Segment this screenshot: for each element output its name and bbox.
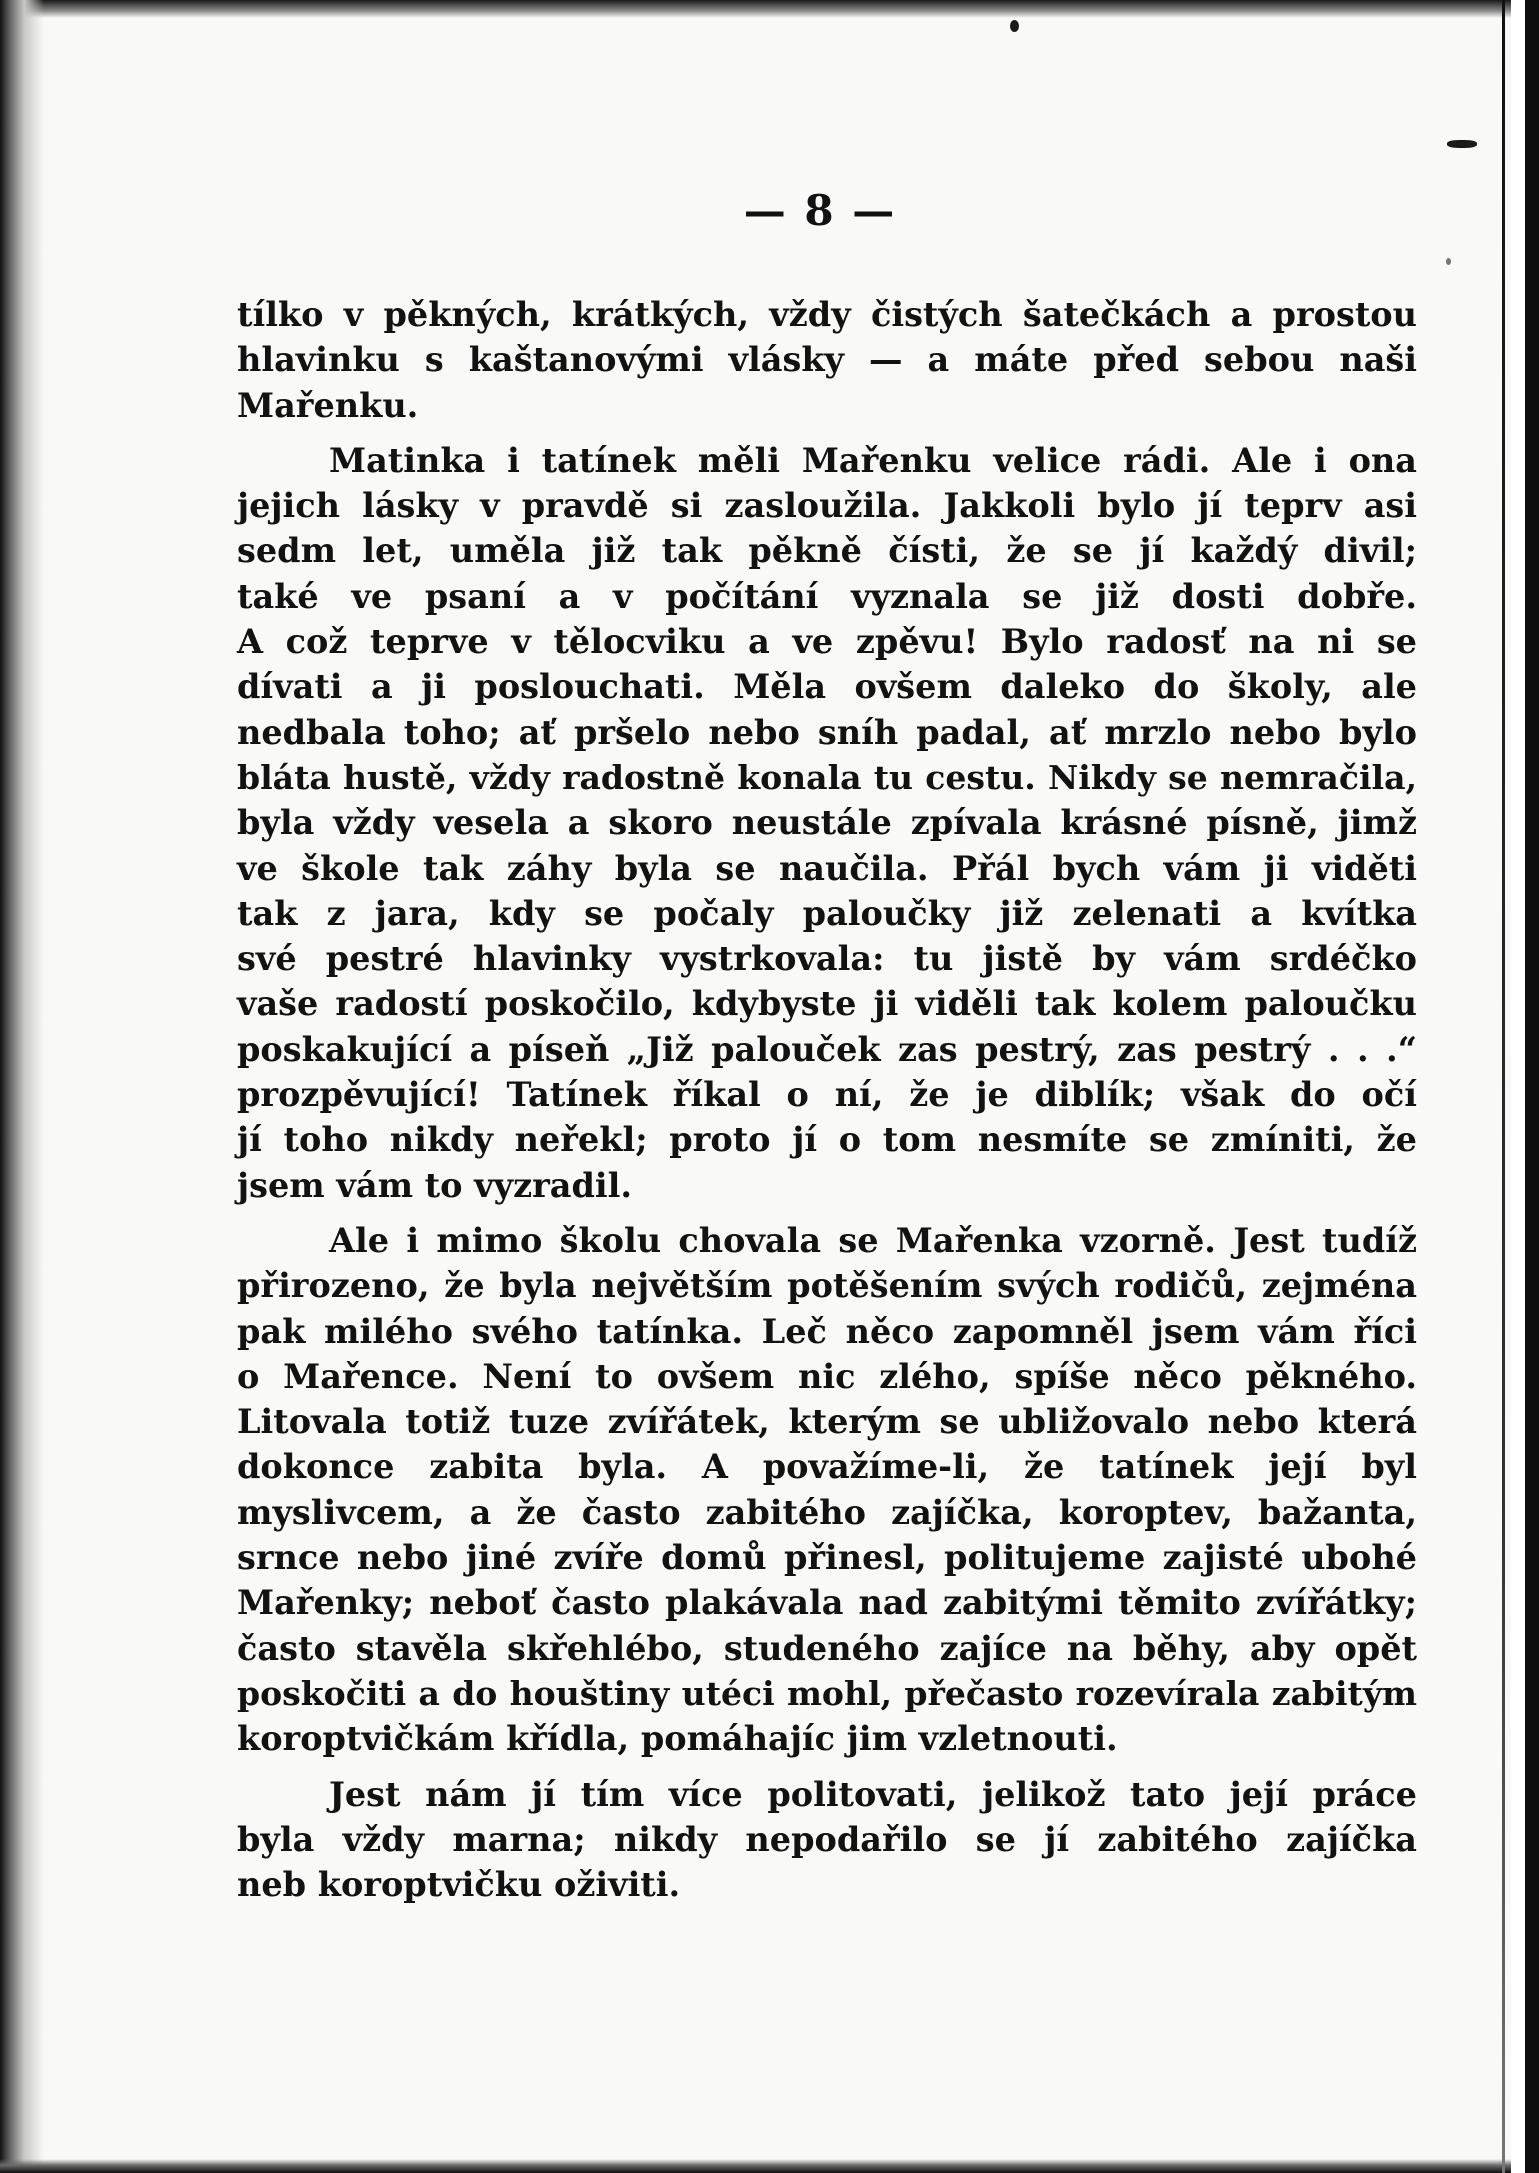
text-line: srnce nebo jiné zvíře domů přinesl, politujeme zajisté ubohé [237, 1538, 1417, 1578]
text-line: neb koroptvičku oživiti. [237, 1865, 681, 1905]
text-line: často stavěla skřehlébo, studeného zajíce na běhy, aby opět [237, 1628, 1417, 1668]
text-line: byla vždy marna; nikdy nepodařilo se jí zabitého zajíčka [237, 1819, 1417, 1859]
text-line: jejich lásky v pravdě si zasloužila. Jakkoli bylo jí teprv asi [237, 486, 1417, 526]
body-text [237, 292, 1417, 1917]
ink-speck [1447, 140, 1477, 148]
text-line: Ale i mimo školu chovala se Mařenka vzorně. Jest tudíž [329, 1220, 1417, 1260]
text-line: dokonce zabita byla. A považíme-li, že tatínek její byl [237, 1447, 1417, 1487]
text-line: vaše radostí poskočilo, kdybyste ji viděli tak kolem paloučku [237, 984, 1417, 1024]
text-line: A což teprve v tělocviku a ve zpěvu! Bylo radosť na ni se [237, 622, 1417, 662]
scan-edge-left [0, 0, 44, 2173]
paragraph-3 [237, 1218, 1417, 1762]
paragraph-1 [237, 292, 1417, 428]
text-line: nedbala toho; ať pršelo nebo sníh padal, ať mrzlo nebo bylo [237, 712, 1417, 752]
text-line: poskakující a píseň „Již palouček zas pestrý, zas pestrý . . .“ [237, 1029, 1417, 1069]
text-line: koroptvičkám křídla, pomáhajíc jim vzletnouti. [237, 1719, 1118, 1759]
text-line: tak z jara, kdy se počaly paloučky již zelenati a kvítka [237, 893, 1417, 933]
text-line: tílko v pěkných, krátkých, vždy čistých šatečkách a prostou [237, 295, 1417, 334]
scan-edge-right-line [1502, 0, 1505, 2173]
text-line: Mařenku. [237, 385, 419, 425]
text-line: také ve psaní a v počítání vyznala se již dosti dobře. [237, 576, 1417, 616]
text-line: dívati a ji poslouchati. Měla ovšem daleko do školy, ale [237, 667, 1417, 707]
text-line: Litovala totiž tuze zvířátek, kterým se ubližovalo nebo která [237, 1402, 1417, 1442]
ink-speck [1446, 258, 1451, 265]
text-line: prozpěvující! Tatínek říkal o ní, že je diblík; však do očí [237, 1075, 1417, 1115]
scan-edge-top [0, 0, 1539, 18]
text-line: Mařenky; neboť často plakávala nad zabitými těmito zvířátky; [237, 1583, 1417, 1623]
text-line: byla vždy vesela a skoro neustále zpívala krásné písně, jimž [237, 803, 1417, 843]
text-line: myslivcem, a že často zabitého zajíčka, koroptev, bažanta, [237, 1492, 1417, 1532]
scan-edge-right [1525, 0, 1539, 2173]
scan-edge-bottom [0, 2159, 1539, 2173]
paragraph-2 [237, 438, 1417, 1208]
ink-speck [1010, 20, 1019, 32]
scan-edge-right-gap [1511, 0, 1525, 2173]
text-line: hlavinku s kaštanovými vlásky — a máte před sebou naši [237, 340, 1417, 380]
paragraph-4 [237, 1772, 1417, 1908]
text-line: o Mařence. Není to ovšem nic zlého, spíše něco pěkného. [237, 1356, 1417, 1396]
text-line: Matinka i tatínek měli Mařenku velice rádi. Ale i ona [329, 440, 1417, 480]
text-line: jí toho nikdy neřekl; proto jí o tom nesmíte se zmíniti, že [237, 1120, 1417, 1160]
text-line: poskočiti a do houštiny utéci mohl, přečasto rozevírala zabitým [237, 1673, 1417, 1713]
page-number: — 8 — [743, 186, 897, 235]
text-line: ve škole tak záhy byla se naučila. Přál bych vám ji viděti [237, 848, 1417, 888]
text-line: bláta hustě, vždy radostně konala tu cestu. Nikdy se nemračila, [237, 757, 1417, 797]
text-line: Jest nám jí tím více politovati, jelikož tato její práce [329, 1774, 1417, 1814]
text-line: jsem vám to vyzradil. [237, 1165, 633, 1205]
text-line: přirozeno, že byla největším potěšením svých rodičů, zejména [237, 1266, 1417, 1306]
text-line: sedm let, uměla již tak pěkně čísti, že se jí každý divil; [237, 531, 1417, 571]
text-line: pak milého svého tatínka. Leč něco zapomněl jsem vám říci [237, 1311, 1417, 1351]
text-line: své pestré hlavinky vystrkovala: tu jistě by vám srdéčko [237, 939, 1417, 979]
